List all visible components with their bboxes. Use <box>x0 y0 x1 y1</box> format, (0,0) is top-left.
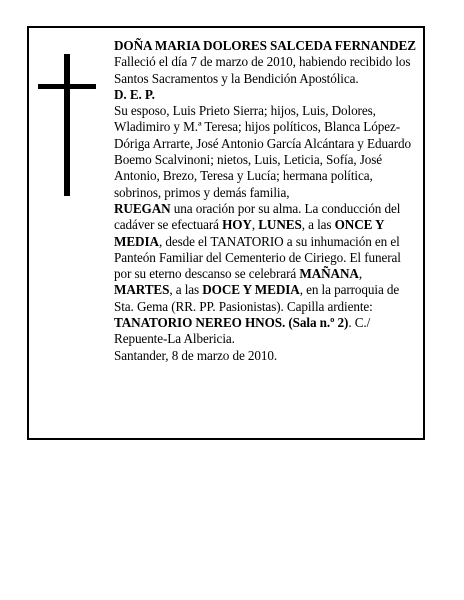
cross-icon-bar <box>38 84 96 89</box>
doce-label: DOCE Y MEDIA <box>202 282 300 298</box>
manana-label: MAÑANA <box>299 266 359 282</box>
family-list: Su esposo, Luis Prieto Sierra; hijos, Luis, Dolores, Wladimiro y M.ª Teresa; hijos políticos, Blanca López-Dóriga Arrarte, José Antonio García Alcántara y Eduardo Boemo Scalvinoni; nietos, Luis, Leticia, Sofía, José Antonio, Brezo, Teresa y Lucía; hermana política, sobrinos, primos y demás familia, <box>114 103 411 200</box>
once-label: ONCE Y MEDIA <box>114 217 384 249</box>
closing-line: Santander, 8 de marzo de 2010. <box>114 347 278 363</box>
death-announcement: Falleció el día 7 de marzo de 2010, habiendo recibido los Santos Sacramentos y la Bendición Apostólica. <box>114 54 411 86</box>
cross-icon <box>64 54 70 196</box>
ruegan-label: RUEGAN <box>114 200 171 216</box>
lunes-label: LUNES <box>258 217 302 233</box>
martes-label: MARTES <box>114 282 170 298</box>
obituary-text <box>114 38 418 364</box>
rip-label: D. E. P. <box>114 86 155 102</box>
funeral-details: RUEGAN una oración por su alma. La conducción del cadáver se efectuará HOY, LUNES, a las ONCE Y MEDIA, desde el TANATORIO a su inhumación en el Panteón Familiar del Cementerio de Ciriego. El funeral por su eterno descanso se celebrará MAÑANA, MARTES, a las DOCE Y MEDIA, en la parroquia de Sta. Gema (RR. PP. Pasionistas). Capilla ardiente: TANATORIO NEREO HNOS. (Sala n.º 2). C./ Repuente-La Albericia. <box>114 200 401 347</box>
tanatorio-label: TANATORIO NEREO HNOS. (Sala n.º 2) <box>114 315 349 331</box>
deceased-name: DOÑA MARIA DOLORES SALCEDA FERNANDEZ <box>114 38 416 53</box>
hoy-label: HOY <box>222 217 252 233</box>
